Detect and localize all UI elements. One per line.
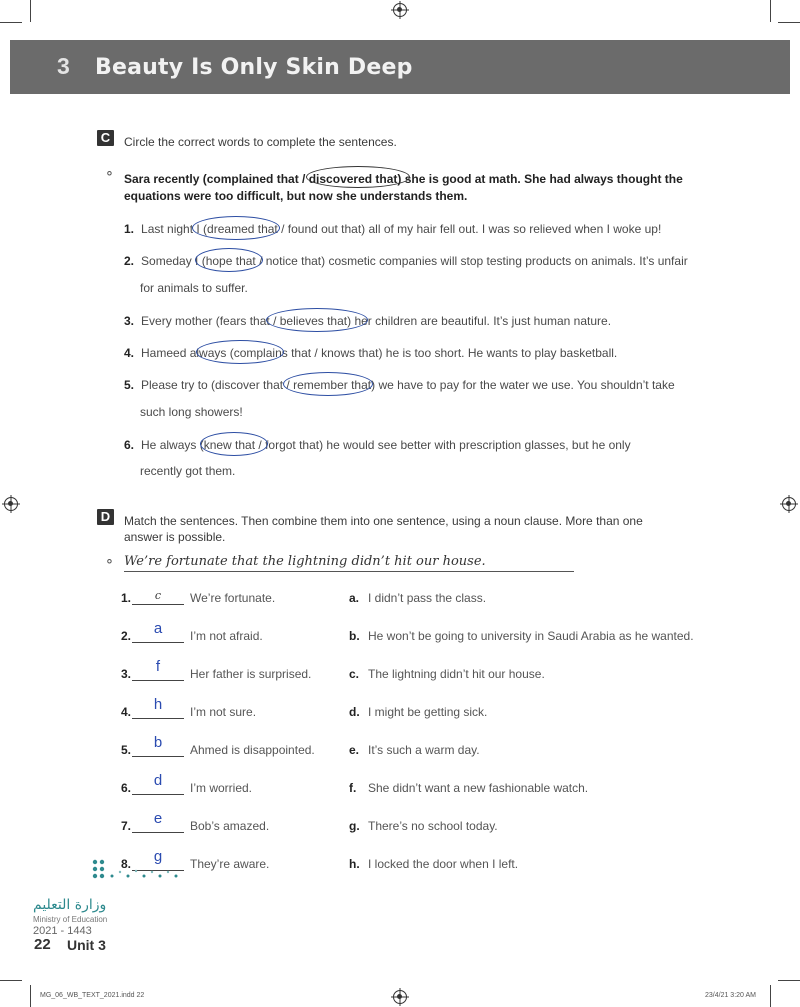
registration-mark-icon bbox=[393, 990, 407, 1004]
answer-blank-line bbox=[132, 794, 184, 795]
match-left-sentence: Ahmed is disappointed. bbox=[190, 743, 315, 757]
answer-blank-line bbox=[132, 642, 184, 643]
match-right-sentence: It’s such a warm day. bbox=[368, 743, 480, 757]
match-left-sentence: I’m not afraid. bbox=[190, 629, 263, 643]
match-left-sentence: We’re fortunate. bbox=[190, 591, 276, 605]
match-left-sentence: I’m not sure. bbox=[190, 705, 257, 719]
match-right-letter: d. bbox=[349, 705, 360, 719]
match-row-number: 1. bbox=[121, 591, 132, 605]
crop-mark bbox=[0, 22, 22, 23]
answer-blank-line bbox=[132, 604, 184, 605]
section-d-instruction-line2: answer is possible. bbox=[124, 530, 226, 544]
match-right-letter: f. bbox=[349, 781, 357, 795]
ministry-name-arabic: وزارة التعليم bbox=[33, 897, 107, 913]
match-right-sentence: The lightning didn’t hit our house. bbox=[368, 667, 545, 681]
match-answer: d bbox=[153, 772, 163, 789]
match-left-sentence: They’re aware. bbox=[190, 857, 270, 871]
match-right-sentence: I locked the door when I left. bbox=[368, 857, 519, 871]
match-row-number: 6. bbox=[121, 781, 132, 795]
registration-mark-icon bbox=[4, 497, 18, 511]
page-unit-label: Unit 3 bbox=[67, 937, 106, 953]
registration-mark-icon bbox=[393, 3, 407, 17]
page-number: 22 bbox=[34, 936, 51, 953]
match-right-sentence: There’s no school today. bbox=[368, 819, 498, 833]
match-answer: e bbox=[153, 810, 163, 827]
sentence-item: 3. Every mother (fears that / believes that) her children are beautiful. It’s just human nature. bbox=[124, 314, 612, 328]
unit-title: Beauty Is Only Skin Deep bbox=[95, 55, 413, 80]
print-timestamp: 23/4/21 3:20 AM bbox=[705, 992, 756, 999]
match-left-sentence: Her father is surprised. bbox=[190, 667, 312, 681]
section-c-example: Sara recently (complained that / discovered that) she is good at math. She had always thought the equations were too difficult, but now she understands them. bbox=[124, 172, 683, 203]
sentence-continuation: such long showers! bbox=[140, 405, 243, 419]
match-right-letter: h. bbox=[349, 857, 360, 871]
section-c-badge: C bbox=[97, 130, 114, 146]
match-left-sentence: I’m worried. bbox=[190, 781, 253, 795]
crop-mark bbox=[778, 980, 800, 981]
answer-circle bbox=[196, 340, 284, 364]
section-d-badge: D bbox=[97, 509, 114, 525]
sentence-item: 4. Hameed always (complains that / knows that) he is too short. He wants to play basketball. bbox=[124, 346, 618, 360]
match-answer: f bbox=[155, 658, 161, 675]
answer-blank-line bbox=[132, 680, 184, 681]
match-answer: b bbox=[153, 734, 163, 751]
sentence-continuation: recently got them. bbox=[140, 464, 236, 478]
match-right-sentence: I didn’t pass the class. bbox=[368, 591, 487, 605]
match-right-sentence: He won’t be going to university in Saudi Arabia as he wanted. bbox=[368, 629, 694, 643]
lightbulb-icon: ⚬ bbox=[104, 554, 115, 569]
crop-mark bbox=[778, 22, 800, 23]
match-answer: a bbox=[153, 620, 163, 637]
example-answer-circle bbox=[306, 166, 410, 188]
section-c-instruction: Circle the correct words to complete the sentences. bbox=[124, 135, 397, 149]
match-right-sentence: She didn’t want a new fashionable watch. bbox=[368, 781, 589, 795]
match-row-number: 7. bbox=[121, 819, 132, 833]
answer-blank-line bbox=[132, 756, 184, 757]
answer-circle bbox=[192, 216, 280, 240]
match-right-letter: e. bbox=[349, 743, 360, 757]
file-name: MG_06_WB_TEXT_2021.indd 22 bbox=[40, 992, 145, 999]
sentence-item: 1. Last night I (dreamed that / found out that) all of my hair fell out. I was so relieved when I woke up! bbox=[124, 222, 662, 236]
match-row-number: 8. bbox=[121, 857, 132, 871]
section-d-example: We’re fortunate that the lightning didn’t hit our house. bbox=[124, 554, 486, 569]
crop-mark bbox=[770, 985, 771, 1007]
sentence-continuation: for animals to suffer. bbox=[140, 281, 248, 295]
section-d-instruction-line1: Match the sentences. Then combine them into one sentence, using a noun clause. More than one bbox=[124, 514, 643, 528]
match-answer: c bbox=[154, 589, 162, 602]
match-row-number: 3. bbox=[121, 667, 132, 681]
crop-mark bbox=[30, 0, 31, 22]
example-underline bbox=[124, 571, 574, 572]
match-answer: g bbox=[153, 848, 163, 865]
sentence-item: 5. Please try to (discover that / remember that) we have to pay for the water we use. You shouldn’t take bbox=[124, 378, 675, 392]
ministry-logo-icon bbox=[92, 858, 182, 886]
crop-mark bbox=[770, 0, 771, 22]
match-right-sentence: I might be getting sick. bbox=[368, 705, 488, 719]
edition-year: 2021 - 1443 bbox=[33, 925, 92, 937]
answer-blank-line bbox=[132, 832, 184, 833]
answer-circle bbox=[283, 372, 373, 396]
match-left-sentence: Bob’s amazed. bbox=[190, 819, 270, 833]
match-answer: h bbox=[153, 696, 163, 713]
match-row-number: 4. bbox=[121, 705, 132, 719]
sentence-item: 2. Someday I (hope that / notice that) cosmetic companies will stop testing products on animals. It’s unfair bbox=[124, 254, 688, 268]
lightbulb-icon: ⚬ bbox=[104, 166, 115, 181]
answer-circle bbox=[266, 308, 368, 332]
crop-mark bbox=[0, 980, 22, 981]
sentence-item: 6. He always (knew that / forgot that) he would see better with prescription glasses, but he only bbox=[124, 438, 631, 452]
match-right-letter: c. bbox=[349, 667, 360, 681]
match-row-number: 5. bbox=[121, 743, 132, 757]
answer-circle bbox=[195, 248, 263, 272]
answer-blank-line bbox=[132, 718, 184, 719]
match-right-letter: g. bbox=[349, 819, 360, 833]
ministry-logo-dots bbox=[92, 858, 182, 886]
crop-mark bbox=[30, 985, 31, 1007]
ministry-name-english: Ministry of Education bbox=[33, 915, 108, 924]
unit-number: 3 bbox=[57, 53, 70, 79]
match-right-letter: b. bbox=[349, 629, 360, 643]
answer-circle bbox=[200, 432, 268, 456]
match-right-letter: a. bbox=[349, 591, 360, 605]
match-row-number: 2. bbox=[121, 629, 132, 643]
registration-mark-icon bbox=[782, 497, 796, 511]
